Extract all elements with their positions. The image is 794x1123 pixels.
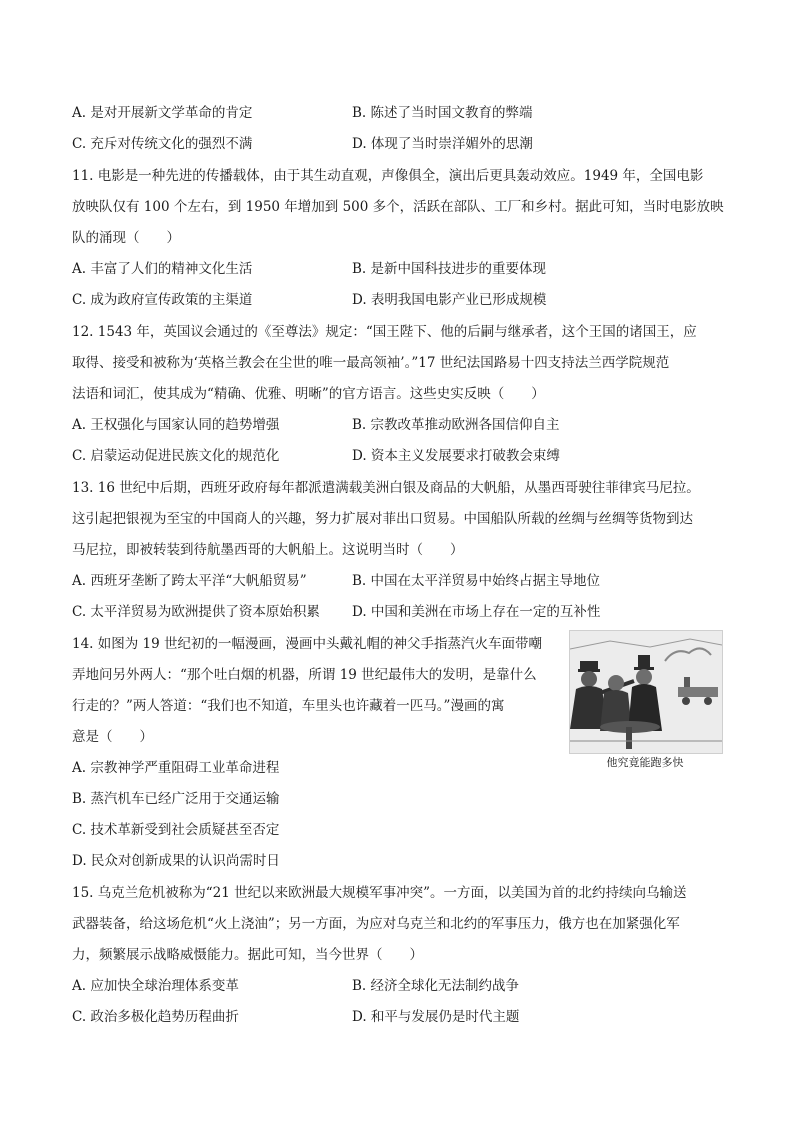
q13-option-b[interactable]: B. 中国在太平洋贸易中始终占据主导地位 (352, 573, 601, 589)
q14-option-c[interactable]: C. 技术革新受到社会质疑甚至否定 (72, 822, 280, 838)
q11-option-d[interactable]: D. 表明我国电影产业已形成规模 (352, 292, 547, 308)
q10-option-d[interactable]: D. 体现了当时崇洋媚外的思潮 (352, 136, 533, 152)
q12-option-c[interactable]: C. 启蒙运动促进民族文化的规范化 (72, 448, 280, 464)
q14-stem-line: 行走的？”两人答道：“我们也不知道，车里头也许藏着一匹马。”漫画的寓 (72, 698, 505, 714)
q13-option-c[interactable]: C. 太平洋贸易为欧洲提供了资本原始积累 (72, 604, 320, 620)
q12-option-d[interactable]: D. 资本主义发展要求打破教会束缚 (352, 448, 560, 464)
q11-option-c[interactable]: C. 成为政府宣传政策的主渠道 (72, 292, 253, 308)
q10-option-b[interactable]: B. 陈述了当时国文教育的弊端 (352, 105, 533, 121)
q10-option-a[interactable]: A. 是对开展新文学革命的肯定 (72, 105, 253, 121)
q15-stem-line: 力，频繁展示战略威慑能力。据此可知，当今世界（ ） (72, 947, 423, 963)
q13-stem-line: 13. 16 世纪中后期，西班牙政府每年都派遣满载美洲白银及商品的大帆船，从墨西哥驶往菲律宾马尼拉。 (72, 480, 700, 496)
q13-option-a[interactable]: A. 西班牙垄断了跨太平洋“大帆船贸易” (72, 573, 307, 589)
q13-stem-line: 马尼拉，即被转装到待航墨西哥的大帆船上。这说明当时（ ） (72, 542, 464, 558)
q14-option-b[interactable]: B. 蒸汽机车已经广泛用于交通运输 (72, 791, 280, 807)
q12-stem-line: 12. 1543 年，英国议会通过的《至尊法》规定：“国王陛下、他的后嗣与继承者，这个王国的诸国王，应 (72, 324, 697, 340)
q15-stem-line: 武器装备，给这场危机“火上浇油”；另一方面，为应对乌克兰和北约的军事压力，俄方也在加紧强化军 (72, 916, 680, 932)
cartoon-image (569, 630, 723, 754)
q14-stem-line: 弄地问另外两人：“那个吐白烟的机器，所谓 19 世纪最伟大的发明，是靠什么 (72, 667, 537, 683)
q15-option-c[interactable]: C. 政治多极化趋势历程曲折 (72, 1009, 239, 1025)
q12-stem-line: 取得、接受和被称为‘英格兰教会在尘世的唯一最高领袖’。”17 世纪法国路易十四支持法兰西学院规范 (72, 355, 670, 371)
q15-stem-line: 15. 乌克兰危机被称为“21 世纪以来欧洲最大规模军事冲突”。一方面，以美国为首的北约持续向乌输送 (72, 885, 687, 901)
q12-option-a[interactable]: A. 王权强化与国家认同的趋势增强 (72, 417, 280, 433)
q15-option-d[interactable]: D. 和平与发展仍是时代主题 (352, 1009, 520, 1025)
q14-stem-line: 意是（ ） (72, 729, 153, 745)
q12-option-b[interactable]: B. 宗教改革推动欧洲各国信仰自主 (352, 417, 560, 433)
q14-option-a[interactable]: A. 宗教神学严重阻碍工业革命进程 (72, 760, 280, 776)
q11-option-b[interactable]: B. 是新中国科技进步的重要体现 (352, 261, 547, 277)
figure-caption: 他究竟能跑多快 (606, 756, 684, 769)
q11-option-a[interactable]: A. 丰富了人们的精神文化生活 (72, 261, 253, 277)
cartoon-illustration (570, 631, 722, 753)
q14-option-d[interactable]: D. 民众对创新成果的认识尚需时日 (72, 853, 280, 869)
q15-option-a[interactable]: A. 应加快全球治理体系变革 (72, 978, 239, 994)
q14-stem-line: 14. 如图为 19 世纪初的一幅漫画，漫画中头戴礼帽的神父手指蒸汽火车面带嘲 (72, 636, 543, 652)
q13-option-d[interactable]: D. 中国和美洲在市场上存在一定的互补性 (352, 604, 601, 620)
q12-stem-line: 法语和词汇，使其成为“精确、优雅、明晰”的官方语言。这些史实反映（ ） (72, 386, 545, 402)
q10-option-c[interactable]: C. 充斥对传统文化的强烈不满 (72, 136, 253, 152)
q11-stem-line: 11. 电影是一种先进的传播载体，由于其生动直观，声像俱全，演出后更具轰动效应。1949 年，全国电影 (72, 168, 704, 184)
q11-stem-line: 放映队仅有 100 个左右，到 1950 年增加到 500 多个，活跃在部队、工厂和乡村。据此可知，当时电影放映 (72, 199, 724, 215)
q11-stem-line: 队的涌现（ ） (72, 230, 180, 246)
q15-option-b[interactable]: B. 经济全球化无法制约战争 (352, 978, 520, 994)
q13-stem-line: 这引起把银视为至宝的中国商人的兴趣，努力扩展对菲出口贸易。中国船队所载的丝绸与丝绸等货物到达 (72, 511, 693, 527)
